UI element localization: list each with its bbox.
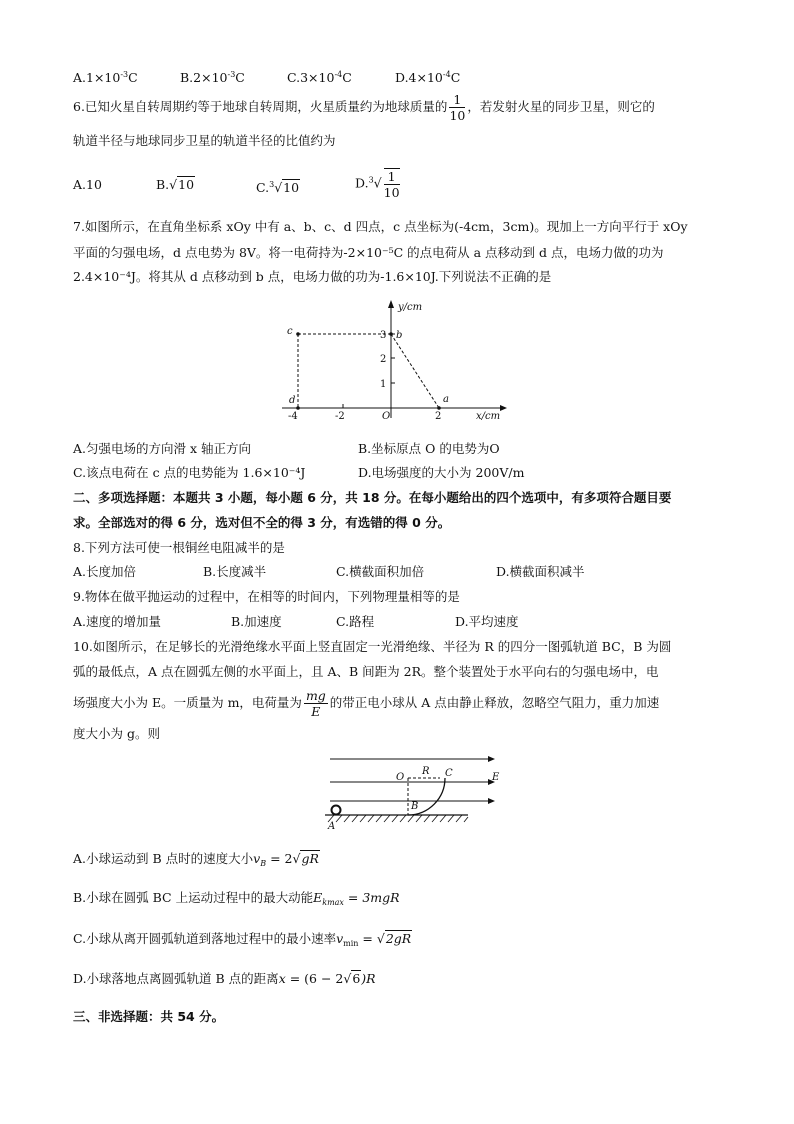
q9-option-a: A.速度的增加量 bbox=[73, 614, 162, 629]
q5-option-a: $A.1\times 10^{-3}C$ bbox=[73, 70, 138, 85]
q10-option-c: C.小球从离开圆弧轨道到落地过程中的最小速率$v_{min} = √2gR$ bbox=[73, 931, 412, 948]
q8-option-a: A.长度加倍 bbox=[73, 564, 137, 579]
q10-option-b: B.小球在圆弧 BC 上运动过程中的最大动能$E_{kmax} = 3mgR$ bbox=[73, 890, 400, 907]
q10-option-a: A.小球运动到 B 点时的速度大小$v_B = 2√gR$ bbox=[73, 851, 319, 868]
q7-option-d: D.电场强度的大小为 200V/m bbox=[358, 465, 525, 480]
label-e: E bbox=[492, 772, 500, 783]
point-d bbox=[296, 406, 300, 410]
label-r: R bbox=[422, 766, 430, 777]
label-c: c bbox=[287, 326, 293, 337]
q6-option-d: D.$^3$√ $\frac{1}{10}$ bbox=[355, 169, 400, 200]
x-axis-arrow bbox=[500, 405, 507, 411]
point-c bbox=[296, 332, 300, 336]
point-a bbox=[437, 406, 441, 410]
q10-stem-line4: 度大小为 g。则 bbox=[73, 726, 160, 741]
q10-stem-line3: 场强度大小为 E。一质量为 m，电荷量为 $\frac{mg}{E}$ 的带正电小球从 A 点由静止释放，忽略空气阻力，重力加速 bbox=[73, 688, 660, 719]
label-a: a bbox=[443, 394, 449, 405]
q7-option-c: C.该点电荷在 c 点的电势能为 1.6×10⁻⁴J bbox=[73, 465, 306, 480]
y-tick-3: 3 bbox=[380, 330, 387, 341]
q6-stem-line2: 轨道半径与地球同步卫星的轨道半径的比值约为 bbox=[73, 133, 336, 148]
origin-label: O bbox=[382, 411, 391, 422]
q5-option-b: $B.2\times 10^{-3}C$ bbox=[180, 70, 245, 85]
point-b bbox=[389, 332, 393, 336]
q7-stem-line1: 7.如图所示，在直角坐标系 xOy 中有 a、b、c、d 四点，c 点坐标为(-4cm，3cm)。现加上一方向平行于 xOy bbox=[73, 219, 688, 234]
label-b: B bbox=[411, 801, 419, 812]
q9-option-d: D.平均速度 bbox=[455, 614, 519, 629]
x-axis-label: x/cm bbox=[476, 411, 501, 422]
q9-option-b: B.加速度 bbox=[231, 614, 282, 629]
label-o: O bbox=[396, 772, 405, 783]
q7-stem-line3: 2.4×10⁻⁴J。将其从 d 点移动到 b 点，电场力做的功为-1.6×10J.下列说法不正确的是 bbox=[73, 269, 552, 284]
q6-option-b: B.√10 bbox=[156, 177, 195, 192]
y-axis-label: y/cm bbox=[398, 302, 423, 313]
q8-stem: 8.下列方法可使一根铜丝电阻减半的是 bbox=[73, 540, 285, 555]
q7-coordinate-figure bbox=[278, 298, 510, 423]
q9-stem: 9.物体在做平抛运动的过程中，在相等的时间内，下列物理量相等的是 bbox=[73, 589, 460, 604]
b-a-dashed-line bbox=[391, 334, 439, 408]
q8-option-b: B.长度减半 bbox=[203, 564, 267, 579]
label-b: b bbox=[396, 330, 403, 341]
x-tick-2: 2 bbox=[435, 411, 442, 422]
x-tick-neg4: -4 bbox=[288, 411, 298, 422]
q8-option-d: D.横截面积减半 bbox=[496, 564, 585, 579]
y-tick-1: 1 bbox=[380, 379, 387, 390]
section2-heading-line2: 求。全部选对的得 6 分，选对但不全的得 3 分，有选错的得 0 分。 bbox=[73, 515, 451, 530]
section2-heading-line1: 二、多项选择题：本题共 3 小题，每小题 6 分，共 18 分。在每小题给出的四个选项中，有多项符合题目要 bbox=[73, 490, 672, 505]
q7-option-b: B.坐标原点 O 的电势为O bbox=[358, 441, 500, 456]
section3-heading: 三、非选择题：共 54 分。 bbox=[73, 1009, 225, 1024]
q7-stem-line2: 平面的匀强电场，d 点电势为 8V。将一电荷持为-2×10⁻⁵C 的点电荷从 a 点移动到 d 点，电场力做的功为 bbox=[73, 245, 664, 260]
label-a: A bbox=[328, 821, 336, 832]
q6-option-c: C.$^3$√10 bbox=[256, 180, 300, 195]
q10-stem-line1: 10.如图所示，在足够长的光滑绝缘水平面上竖直固定一光滑绝缘、半径为 R 的四分一图弧轨道 BC，B 为圆 bbox=[73, 639, 672, 654]
q10-arc-track-figure bbox=[320, 752, 504, 832]
q10-stem-line2: 弧的最低点，A 点在圆弧左侧的水平面上，且 A、B 间距为 2R。整个装置处于水平向右的匀强电场中，电 bbox=[73, 664, 659, 679]
q5-option-d: $D.4\times 10^{-4}C$ bbox=[395, 70, 461, 85]
q10-option-d: D.小球落地点离圆弧轨道 B 点的距离x = (6 − 2√6)R bbox=[73, 971, 376, 986]
label-c: C bbox=[445, 768, 453, 779]
y-tick-2: 2 bbox=[380, 354, 387, 365]
q6-option-a: A.10 bbox=[73, 177, 102, 192]
q7-option-a: A.匀强电场的方向滑 x 轴正方向 bbox=[73, 441, 251, 456]
label-d: d bbox=[289, 395, 296, 406]
q8-option-c: C.横截面积加倍 bbox=[336, 564, 425, 579]
q5-option-c: $C.3\times 10^{-4}C$ bbox=[287, 70, 352, 85]
q9-option-c: C.路程 bbox=[336, 614, 375, 629]
ground-hatching bbox=[328, 815, 468, 822]
y-axis-arrow bbox=[388, 300, 394, 308]
x-tick-neg2: -2 bbox=[335, 411, 345, 422]
q6-stem-line1: 6.已知火星自转周期约等于地球自转周期，火星质量约为地球质量的 $\frac{1}{10}$ ，若发射火星的同步卫星，则它的 bbox=[73, 92, 655, 123]
ball-a bbox=[332, 806, 341, 815]
